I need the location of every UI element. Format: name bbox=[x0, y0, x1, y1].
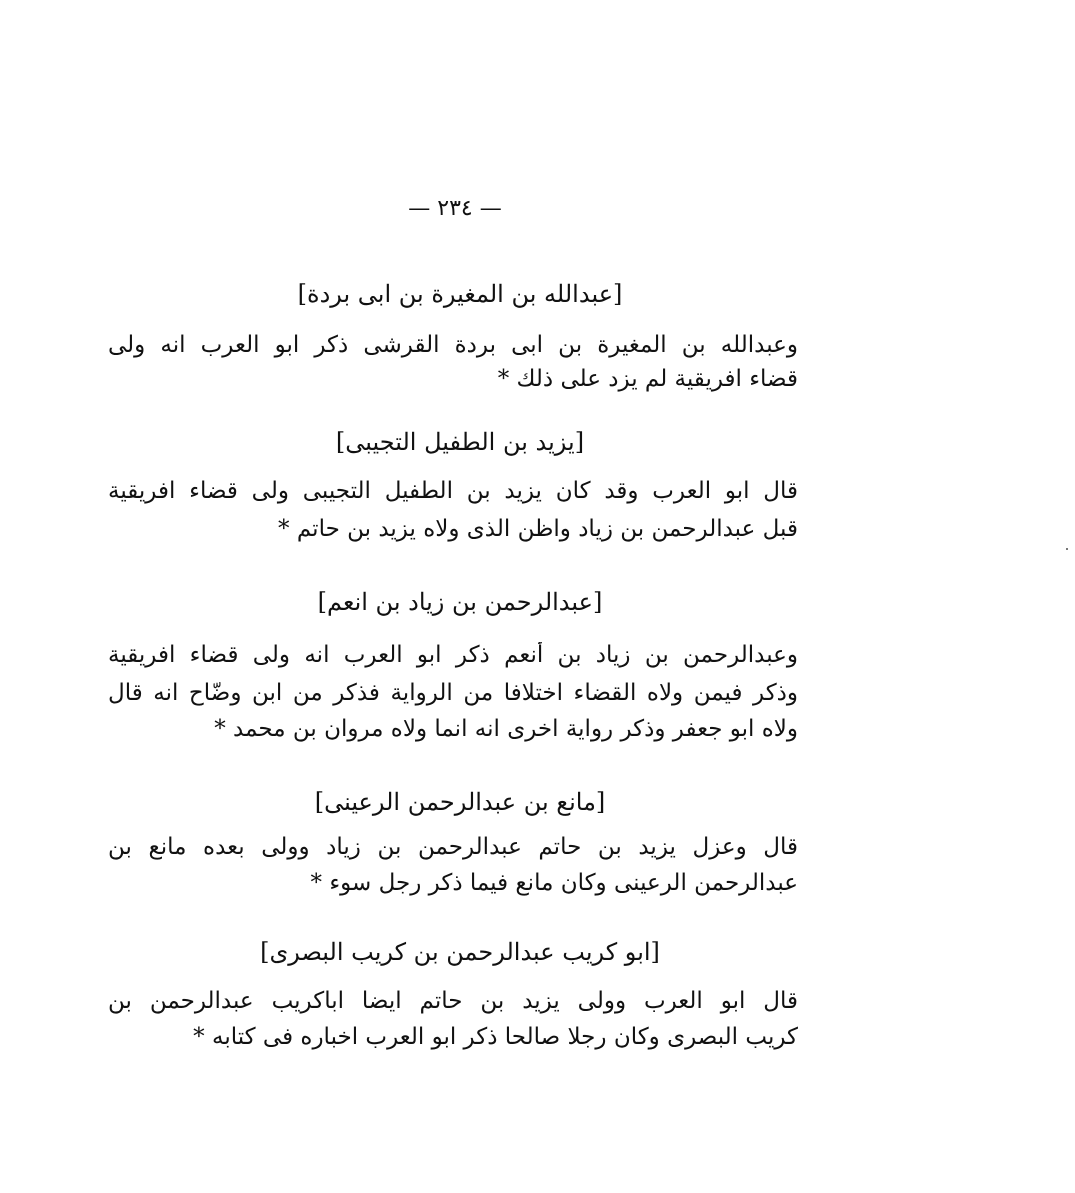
entry-title: [عبدالرحمن بن زياد بن انعم] bbox=[317, 588, 603, 616]
entry-line: قبل عبدالرحمن بن زياد واظن الذى ولاه يزيد بن حاتم * bbox=[278, 516, 798, 542]
entry-line: ولاه ابو جعفر وذكر رواية اخرى انه انما ولاه مروان بن محمد * bbox=[214, 716, 798, 742]
entry-line: كريب البصرى وكان رجلا صالحا ذكر ابو العرب اخباره فى كتابه * bbox=[193, 1024, 798, 1050]
entry-line: وعبدالله بن المغيرة بن ابى بردة القرشى ذكر ابو العرب انه ولى bbox=[108, 332, 798, 358]
entry-title: [عبدالله بن المغيرة بن ابى بردة] bbox=[297, 280, 623, 308]
page-number: — ٢٣٤ — bbox=[408, 196, 502, 221]
entry-title: [يزيد بن الطفيل التجيبى] bbox=[335, 428, 585, 456]
entry-line: عبدالرحمن الرعينى وكان مانع فيما ذكر رجل سوء * bbox=[310, 870, 798, 896]
entry-line: قضاء افريقية لم يزد على ذلك * bbox=[497, 366, 798, 392]
entry-line: قال ابو العرب وولى يزيد بن حاتم ايضا اباكريب عبدالرحمن بن bbox=[108, 988, 798, 1014]
entry-line: وعبدالرحمن بن زياد بن أنعم ذكر ابو العرب انه ولى قضاء افريقية bbox=[108, 642, 798, 668]
entry-line: قال وعزل يزيد بن حاتم عبدالرحمن بن زياد وولى بعده مانع بن bbox=[108, 834, 798, 860]
entry-title: [مانع بن عبدالرحمن الرعينى] bbox=[314, 788, 606, 816]
entry-title: [ابو كريب عبدالرحمن بن كريب البصرى] bbox=[260, 938, 660, 966]
entry-line: وذكر فيمن ولاه القضاء اختلافا من الرواية فذكر من ابن وضّاح انه قال bbox=[108, 680, 798, 706]
entry-line: قال ابو العرب وقد كان يزيد بن الطفيل التجيبى ولى قضاء افريقية bbox=[108, 478, 798, 504]
scan-speck bbox=[1066, 548, 1068, 550]
